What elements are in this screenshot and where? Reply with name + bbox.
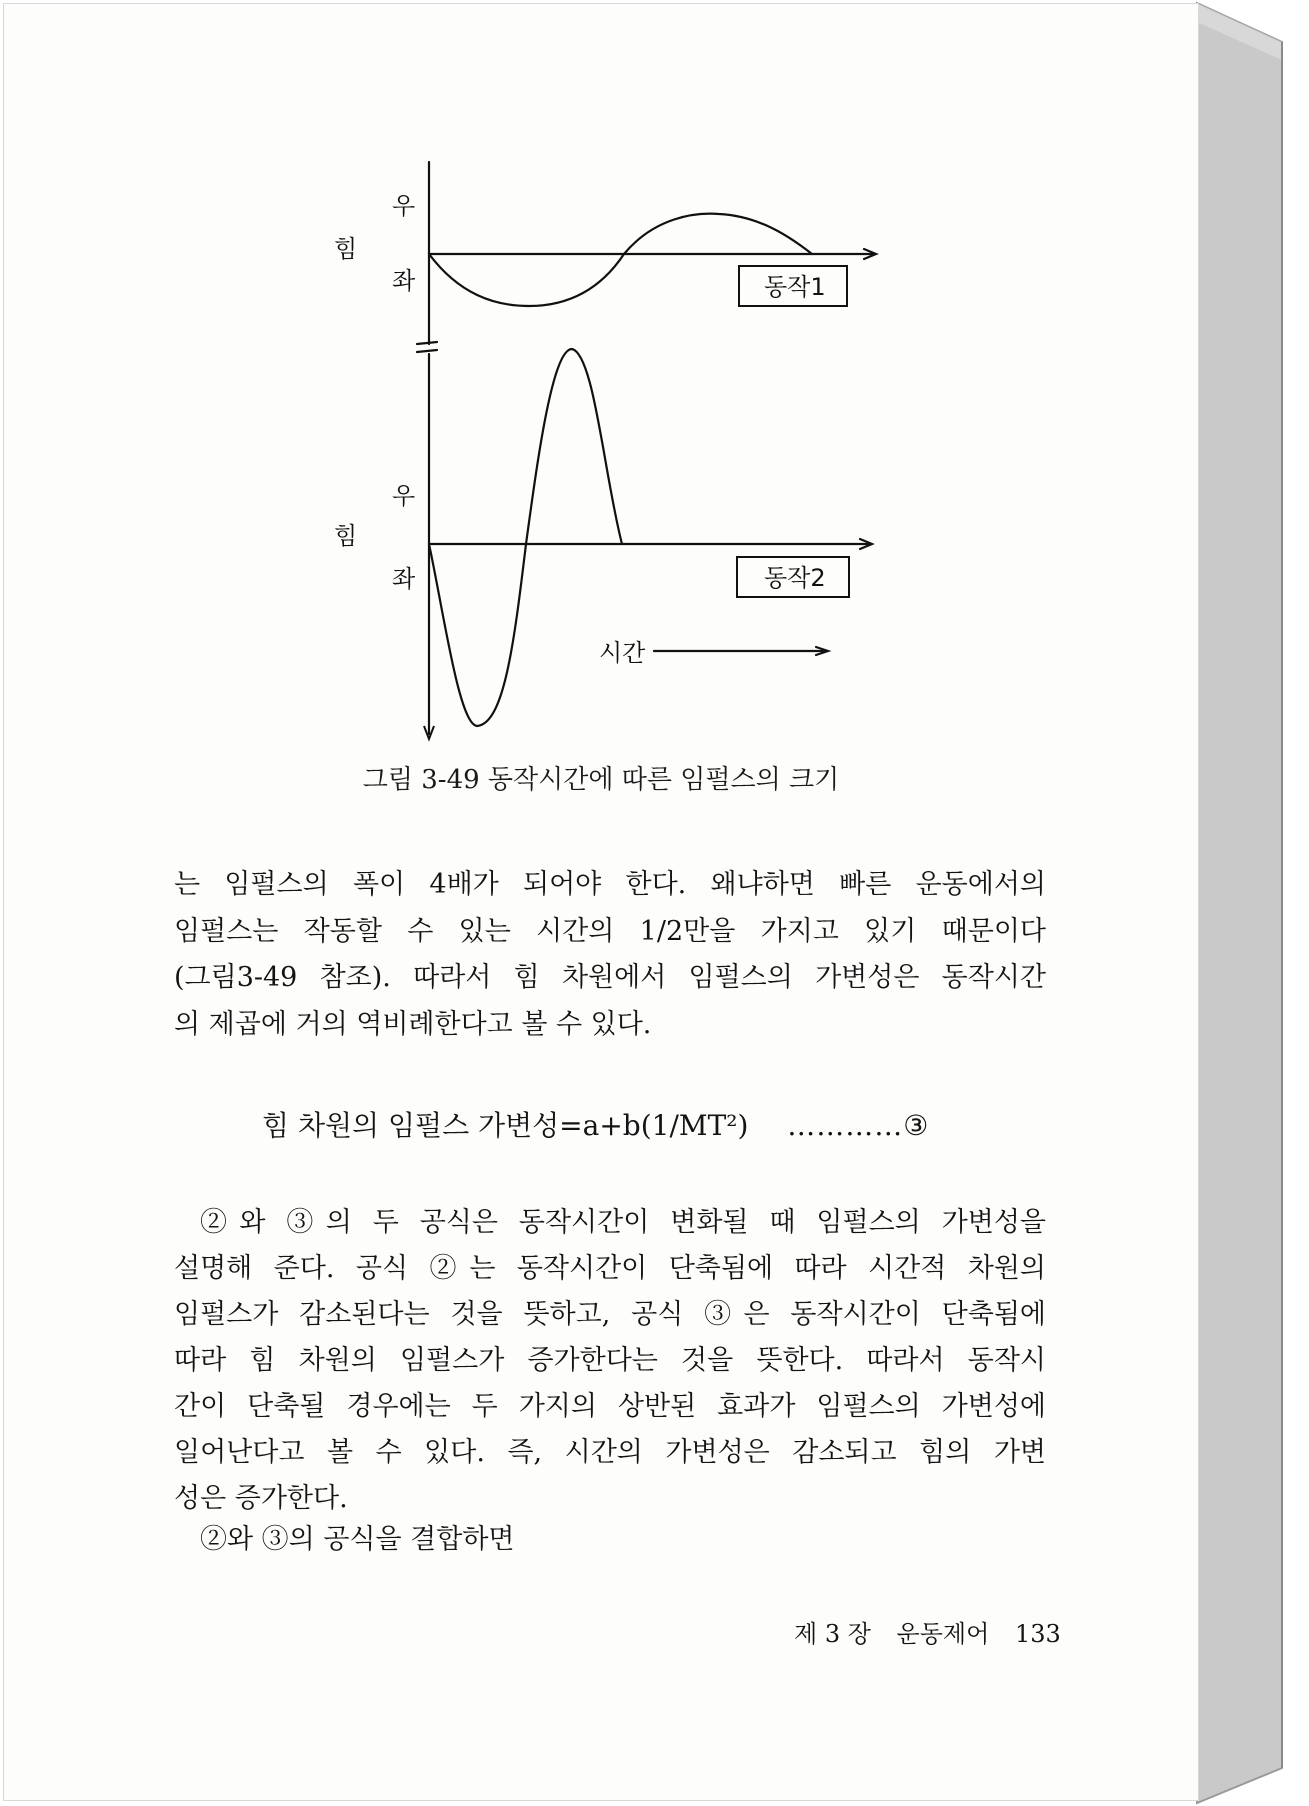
footer-chapter: 제 3 장 [794,1620,871,1648]
lower-left-label: 좌 [392,565,416,593]
continuation-line: ②와 ③의 공식을 결합하면 [200,1524,515,1555]
paragraph-1-line: 는 임펄스의 폭이 4배가 되어야 한다. 왜냐하면 빠른 운동에서의 [174,869,1046,900]
paragraph-2-line: 성은 증가한다. [174,1483,348,1514]
paragraph-1 [174,862,1046,1048]
page-number: 133 [1014,1620,1061,1648]
paragraph-2-line: 일어난다고 볼 수 있다. 즉, 시간의 가변성은 감소되고 힘의 가변 [174,1437,1046,1468]
movement2-label: 동작2 [764,564,826,592]
paragraph-2-line: 따라 힘 차원의 임펄스가 증가한다는 것을 뜻한다. 따라서 동작시 [174,1345,1046,1376]
upper-right-label: 우 [392,192,416,220]
paragraph-2-line: 간이 단축될 경우에는 두 가지의 상반된 효과가 임펄스의 가변성에 [174,1391,1046,1422]
figure-caption: 그림 3-49 동작시간에 따른 임펄스의 크기 [362,765,840,795]
axis-break-mark [417,350,437,352]
book-page [3,3,1199,1801]
axis-break-mark [417,342,437,344]
upper-left-label: 좌 [392,267,416,295]
impulse-figure [4,4,1198,824]
movement1-label: 동작1 [764,273,826,301]
paragraph-2-line: 임펄스가 감소된다는 것을 뜻하고, 공식 ③은 동작시간이 단축됨에 [174,1299,1046,1330]
paragraph-1-line: 의 제곱에 거의 역비례한다고 볼 수 있다. [174,1008,652,1040]
paragraph-1-line: 임펄스는 작동할 수 있는 시간의 1/2만을 가지고 있기 때문이다 [174,915,1046,947]
formula-text: 힘 차원의 임펄스 가변성=a+b(1/MT²) [262,1109,749,1142]
lower-force-label: 힘 [334,522,358,550]
paragraph-2 [174,1200,1046,1522]
paragraph-2-line: 설명해 준다. 공식 ②는 동작시간이 단축됨에 따라 시간적 차원의 [174,1253,1046,1284]
formula-3 [262,1104,929,1144]
time-label: 시간 [599,639,646,667]
movement2-curve [429,349,622,726]
paragraph-1-line: (그림3-49 참조). 따라서 힘 차원에서 임펄스의 가변성은 동작시간 [174,962,1046,993]
paragraph-2-line: ②와 ③의 두 공식은 동작시간이 변화될 때 임펄스의 가변성을 [200,1207,1046,1238]
page-footer [794,1614,1079,1649]
lower-right-label: 우 [392,482,416,510]
movement1-curve [429,214,812,306]
formula-marker: …………③ [787,1109,930,1142]
upper-force-label: 힘 [334,235,358,263]
footer-title: 운동제어 [896,1620,990,1648]
